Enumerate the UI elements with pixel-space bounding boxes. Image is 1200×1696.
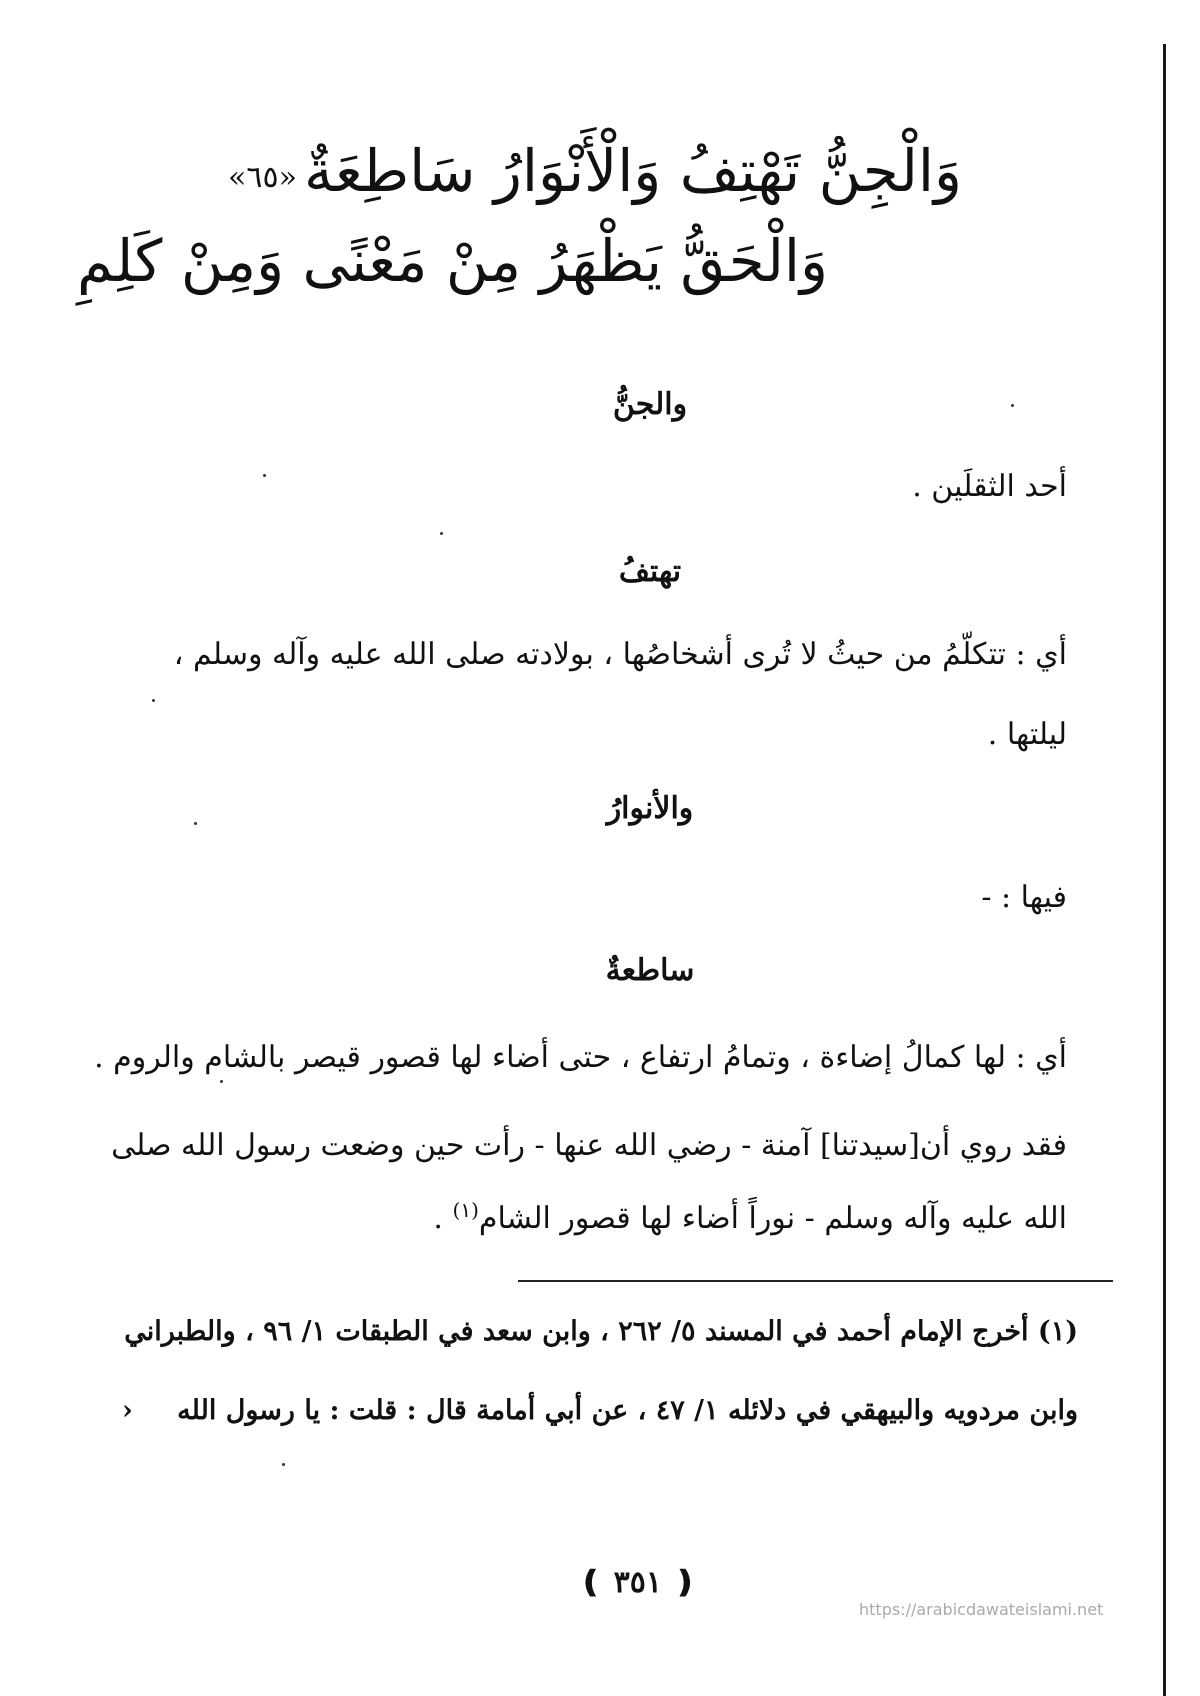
footnote-line-1: (١) أخرج الإمام أحمد في المسند ٥/ ٢٦٢ ، وابن سعد في الطبقات ١/ ٩٦ ، والطبراني [124,1316,1078,1347]
page-number: ❪ ٣٥١ ❫ [578,1565,698,1600]
footnote-line-2: وابن مردويه والبيهقي في دلائله ١/ ٤٧ ، عن أبي أمامة قال : قلت : يا رسول الله [177,1395,1078,1426]
scan-speck [282,1463,285,1466]
narration-line-1: فقد روي أن[سيدتنا] آمنة - رضي الله عنها - رأت حين وضعت رسول الله صلى [111,1128,1067,1163]
section-heading-anwar: والأنوارُ [606,791,694,826]
section-text-satia: أي : لها كمالُ إضاءة ، وتمامُ ارتفاع ، حتى أضاء لها قصور قيصر بالشام والروم . [94,1040,1067,1075]
scan-speck [440,532,443,535]
section-heading-satia: ساطعةٌ [605,953,695,988]
verse-line-1: وَالْجِنُّ تَهْتِفُ وَالْأَنْوَارُ سَاطِعَةٌ [303,137,962,205]
scan-speck [263,474,266,477]
section-text-tahtif-line-2: ليلتها . [987,717,1067,752]
footnote-reference: (١) [452,1198,479,1222]
section-text-anwar: فيها : - [981,880,1067,915]
narration-line-2-text: الله عليه وآله وسلم - نوراً أضاء لها قصور الشام [478,1201,1067,1236]
section-text-tahtif-line-1: أي : تتكلّمُ من حيثُ لا تُرى أشخاصُها ، بولادته صلى الله عليه وآله وسلم ، [173,637,1067,672]
watermark-url: https://arabicdawateislami.net [859,1600,1104,1619]
scan-speck [1011,404,1014,407]
verse-line-2: وَالْحَقُّ يَظْهَرُ مِنْ مَعْنًى وَمِنْ كَلِمِ [77,227,828,295]
page-edge-line [1163,44,1166,1696]
scan-speck [152,699,155,702]
narration-line-2 [433,1198,1067,1236]
scan-speck [220,1080,223,1083]
footnote-continuation-mark: › [122,1395,133,1426]
section-heading-jinn: والجنُّ [612,387,688,422]
footnote-divider [518,1280,1113,1282]
section-text-jinn: أحد الثقلَين . [912,469,1067,504]
scan-speck [194,822,197,825]
narration-line-2-end: . [433,1201,443,1236]
verse-number: «٦٥» [228,160,297,195]
section-heading-tahtif: تهتفُ [618,554,682,589]
